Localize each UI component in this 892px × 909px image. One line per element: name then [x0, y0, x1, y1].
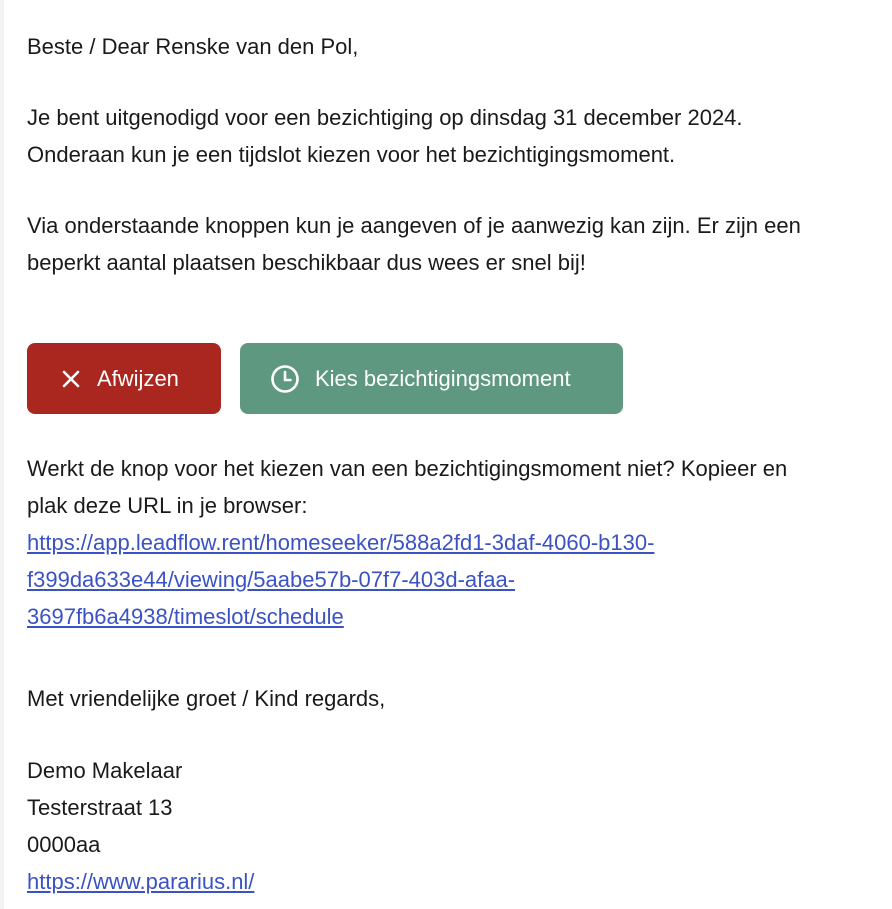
signature-block — [27, 752, 254, 900]
decline-button-label: Afwijzen — [97, 366, 179, 391]
greeting-text: Beste / Dear Renske van den Pol, — [27, 34, 359, 59]
invitation-line-2: Onderaan kun je een tijdslot kiezen voor het bezichtigingsmoment. — [27, 142, 676, 167]
fallback-url-link-line-1[interactable]: https://app.leadflow.rent/homeseeker/588a2fd1-3daf-4060-b130- — [27, 530, 655, 555]
fallback-paragraph — [27, 450, 787, 635]
buttons-instruction-paragraph — [27, 207, 801, 281]
action-buttons — [27, 343, 623, 414]
invitation-line-1: Je bent uitgenodigd voor een bezichtiging op dinsdag 31 december 2024. — [27, 105, 743, 130]
greeting-block — [27, 28, 358, 65]
invitation-paragraph — [27, 99, 743, 173]
fallback-line-2: plak deze URL in je browser: — [27, 493, 308, 518]
decline-button[interactable] — [27, 343, 221, 414]
signature-website-link[interactable]: https://www.pararius.nl/ — [27, 869, 255, 894]
regards-text: Met vriendelijke groet / Kind regards, — [27, 686, 386, 711]
choose-viewing-moment-button[interactable] — [240, 343, 623, 414]
left-edge-divider — [0, 0, 4, 909]
buttons-instruction-line-1: Via onderstaande knoppen kun je aangeven of je aanwezig kan zijn. Er zijn een — [27, 213, 801, 238]
fallback-url-link-line-3[interactable]: 3697fb6a4938/timeslot/schedule — [27, 604, 344, 629]
choose-button-label: Kies bezichtigingsmoment — [315, 366, 571, 391]
buttons-instruction-line-2: beperkt aantal plaatsen beschikbaar dus wees er snel bij! — [27, 250, 586, 275]
fallback-url-link-line-2[interactable]: f399da633e44/viewing/5aabe57b-07f7-403d-afaa- — [27, 567, 516, 592]
signature-street: Testerstraat 13 — [27, 795, 173, 820]
clock-icon — [270, 364, 300, 394]
regards-block — [27, 680, 385, 717]
signature-postcode: 0000aa — [27, 832, 101, 857]
fallback-line-1: Werkt de knop voor het kiezen van een bezichtigingsmoment niet? Kopieer en — [27, 456, 788, 481]
signature-name: Demo Makelaar — [27, 758, 183, 783]
close-icon — [62, 370, 80, 388]
